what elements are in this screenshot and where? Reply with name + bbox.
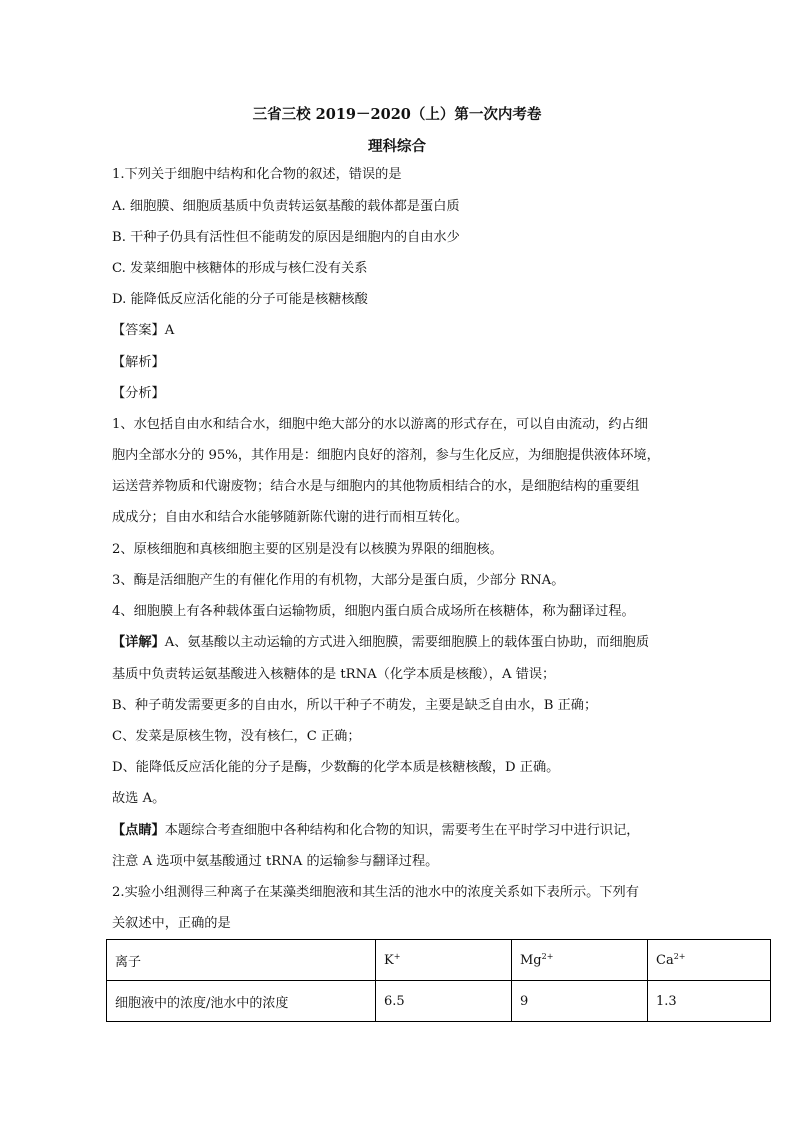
table-row	[107, 981, 771, 1022]
q1-answer: 【答案】A	[112, 323, 175, 338]
q1-point-line: 成成分；自由水和结合水能够随新陈代谢的进行而相互转化。	[112, 510, 469, 525]
table-cell: 1.3	[648, 981, 771, 1022]
q1-point-line: 运送营养物质和代谢废物；结合水是与细胞内的其他物质相结合的水，是细胞结构的重要组	[112, 479, 640, 494]
q1-dianjing-line	[112, 822, 640, 840]
q1-detail-line: 故选 A。	[112, 791, 166, 806]
q1-detail-line: C、发菜是原核生物，没有核仁，C 正确；	[112, 729, 361, 744]
q1-fenxi-label: 【分析】	[112, 386, 165, 401]
ion-concentration-table	[106, 939, 771, 1022]
table-cell: $Ca^{2+}$	[648, 940, 771, 981]
table-cell: $Mg^{2+}$	[512, 940, 648, 981]
table-cell: K+	[376, 940, 512, 981]
q1-point-line: 2、原核细胞和真核细胞主要的区别是没有以核膜为界限的细胞核。	[112, 542, 503, 557]
table-cell: 6.5	[376, 981, 512, 1022]
q1-option-a: A. 细胞膜、细胞质基质中负责转运氨基酸的载体都是蛋白质	[112, 199, 460, 214]
q1-stem: 1.下列关于细胞中结构和化合物的叙述，错误的是	[112, 167, 402, 182]
q2-stem-line: 2.实验小组测得三种离子在某藻类细胞液和其生活的池水中的浓度关系如下表所示。下列有	[112, 885, 639, 900]
q1-detail-label: 【详解】	[112, 635, 165, 650]
q1-option-b: B. 干种子仍具有活性但不能萌发的原因是细胞内的自由水少	[112, 230, 460, 245]
q1-point-line: 胞内全部水分的 95%，其作用是：细胞内良好的溶剂，参与生化反应，为细胞提供液体环境，	[112, 448, 660, 463]
q1-dianjing-text: 本题综合考查细胞中各种结构和化合物的知识，需要考生在平时学习中进行识记，	[164, 823, 640, 838]
q1-option-d: D. 能降低反应活化能的分子可能是核糖核酸	[112, 292, 368, 307]
q1-analysis-label: 【解析】	[112, 355, 165, 370]
table-cell: 9	[512, 981, 648, 1022]
q1-dianjing-line: 注意 A 选项中氨基酸通过 tRNA 的运输参与翻译过程。	[112, 854, 439, 869]
q1-detail-text: A、氨基酸以主动运输的方式进入细胞膜，需要细胞膜上的载体蛋白协助，而细胞质	[164, 635, 650, 650]
table-cell: 细胞液中的浓度/池水中的浓度	[107, 981, 376, 1022]
q1-detail-line	[112, 634, 649, 652]
q1-detail-line: B、种子萌发需要更多的自由水，所以干种子不萌发，主要是缺乏自由水，B 正确；	[112, 698, 598, 713]
exam-title: 三省三校 2019－2020（上）第一次内考卷	[252, 106, 542, 123]
table-cell: 离子	[107, 940, 376, 981]
q1-point-line: 3、酶是活细胞产生的有催化作用的有机物，大部分是蛋白质，少部分 RNA。	[112, 573, 565, 588]
q1-option-c: C. 发菜细胞中核糖体的形成与核仁没有关系	[112, 261, 368, 276]
q1-detail-line: 基质中负责转运氨基酸进入核糖体的是 tRNA（化学本质是核酸），A 错误；	[112, 667, 556, 682]
q2-stem-line: 关叙述中，正确的是	[112, 916, 231, 931]
table-header-row	[107, 940, 771, 981]
q1-point-line: 4、细胞膜上有各种载体蛋白运输物质，细胞内蛋白质合成场所在核糖体，称为翻译过程。	[112, 604, 635, 619]
q1-detail-line: D、能降低反应活化能的分子是酶，少数酶的化学本质是核糖核酸，D 正确。	[112, 760, 560, 775]
exam-subtitle: 理科综合	[368, 138, 426, 155]
q1-dianjing-label: 【点睛】	[112, 823, 165, 838]
q1-point-line: 1、水包括自由水和结合水，细胞中绝大部分的水以游离的形式存在，可以自由流动，约占细	[112, 417, 648, 432]
